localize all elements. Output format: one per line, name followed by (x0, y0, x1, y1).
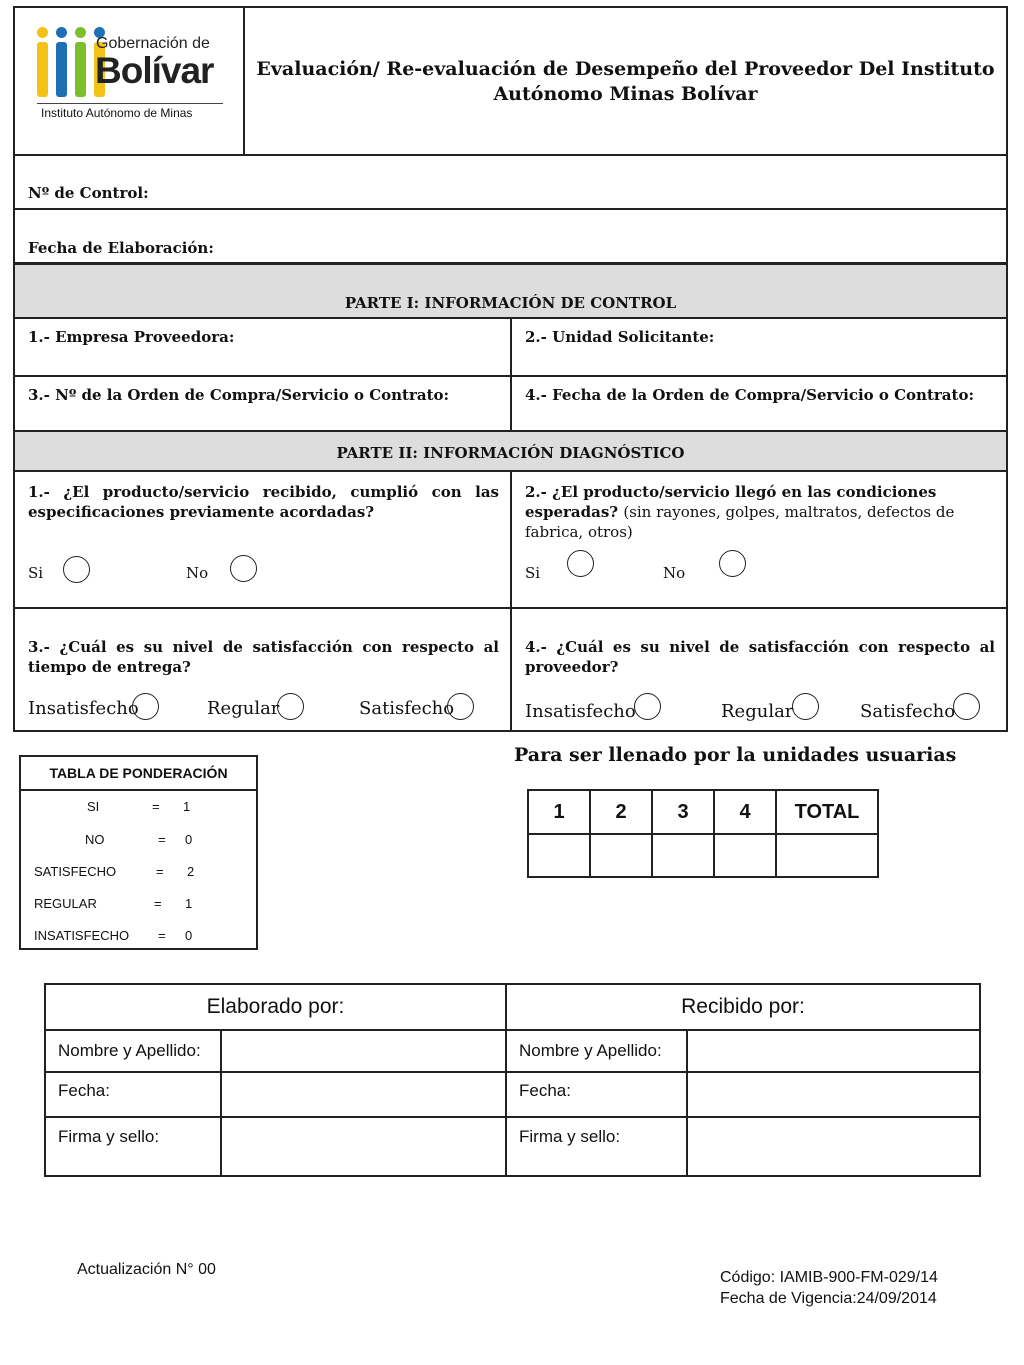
logo-line2: Bolívar (95, 50, 214, 91)
usuarias-title: Para ser llenado por la unidades usuarias (514, 744, 957, 766)
footer-codigo: Código: IAMIB-900-FM-029/14 (720, 1269, 938, 1286)
elaborado-nombre-label: Nombre y Apellido: (45, 1030, 221, 1072)
score-header-3: 3 (652, 790, 714, 834)
ponderacion-row (21, 896, 256, 916)
q1-no-label: No (186, 564, 209, 582)
parte1-field-4[interactable] (510, 375, 1008, 432)
control-fecha-row[interactable] (13, 208, 1008, 264)
q4-regular-radio[interactable] (792, 693, 819, 720)
score-header-4: 4 (714, 790, 776, 834)
elaborado-nombre-field[interactable] (221, 1030, 506, 1072)
score-cell-2[interactable] (590, 834, 652, 877)
score-header-1: 1 (528, 790, 590, 834)
ponderacion-key: SATISFECHO (34, 864, 117, 879)
q4-regular-label: Regular (721, 701, 794, 722)
q2-si-radio[interactable] (567, 550, 594, 577)
recibido-firma-field[interactable] (687, 1117, 980, 1176)
ponderacion-row (21, 799, 256, 819)
recibido-nombre-field[interactable] (687, 1030, 980, 1072)
score-table (527, 789, 879, 878)
recibido-fecha-label: Fecha: (506, 1072, 687, 1117)
title-line1: Evaluación/ Re-evaluación de Desempeño del Proveedor Del Instituto (256, 58, 995, 80)
question-2-cell (510, 470, 1008, 609)
parte1-header (13, 263, 1008, 319)
ponderacion-value: 1 (183, 799, 191, 814)
question-1-text: 1.- ¿El producto/servicio recibido, cumplió con las especificaciones previamente acordadas? (28, 483, 499, 521)
ponderacion-eq: = (154, 896, 162, 911)
ponderacion-eq: = (158, 832, 166, 847)
control-numero-label: Nº de Control: (28, 184, 149, 202)
q1-si-label: Si (28, 564, 44, 582)
ponderacion-row (21, 928, 256, 948)
elaborado-fecha-field[interactable] (221, 1072, 506, 1117)
ponderacion-key: INSATISFECHO (34, 928, 130, 943)
question-1-cell (13, 470, 512, 609)
ponderacion-row (21, 864, 256, 884)
recibido-nombre-label: Nombre y Apellido: (506, 1030, 687, 1072)
recibido-firma-label: Firma y sello: (506, 1117, 687, 1176)
elaborado-fecha-label: Fecha: (45, 1072, 221, 1117)
q1-si-radio[interactable] (63, 556, 90, 583)
ponderacion-eq: = (152, 799, 160, 814)
empresa-proveedora-label: 1.- Empresa Proveedora: (28, 328, 235, 346)
ponderacion-eq: = (156, 864, 164, 879)
control-numero-row[interactable] (13, 154, 1008, 210)
ponderacion-value: 0 (185, 832, 193, 847)
score-cell-4[interactable] (714, 834, 776, 877)
signature-table (44, 983, 981, 1177)
footer-vigencia: Fecha de Vigencia:24/09/2014 (720, 1290, 937, 1307)
ponderacion-key: SI (87, 799, 100, 814)
q2-no-label: No (663, 564, 686, 582)
logo (35, 20, 235, 125)
page-title (248, 57, 1003, 107)
orden-compra-label: 3.- Nº de la Orden de Compra/Servicio o Contrato: (28, 386, 450, 404)
q3-insatisfecho-radio[interactable] (132, 693, 159, 720)
elaborado-firma-field[interactable] (221, 1117, 506, 1176)
ponderacion-value: 2 (187, 864, 195, 879)
elaborado-header (45, 984, 506, 1030)
score-cell-total[interactable] (776, 834, 878, 877)
q1-no-radio[interactable] (230, 555, 257, 582)
question-4-cell (510, 607, 1008, 732)
question-2-bold: 2.- ¿El producto/servicio llegó en las condiciones esperadas? (525, 483, 937, 521)
parte2-header (13, 430, 1008, 472)
score-cell-3[interactable] (652, 834, 714, 877)
score-header-total: TOTAL (776, 790, 878, 834)
ponderacion-value: 1 (185, 896, 193, 911)
parte1-field-1[interactable] (13, 317, 512, 377)
ponderacion-divider (21, 789, 256, 791)
logo-subtitle: Instituto Autónomo de Minas (41, 106, 193, 120)
ponderacion-row (21, 832, 256, 852)
ponderacion-key: NO (85, 832, 105, 847)
q2-no-radio[interactable] (719, 550, 746, 577)
q3-regular-radio[interactable] (277, 693, 304, 720)
parte2-title: PARTE II: INFORMACIÓN DIAGNÓSTICO (336, 444, 685, 462)
question-2-text (525, 482, 995, 542)
q4-satisfecho-radio[interactable] (953, 693, 980, 720)
question-3-cell (13, 607, 512, 732)
parte1-field-3[interactable] (13, 375, 512, 432)
question-4-text: 4.- ¿Cuál es su nivel de satisfacción con respecto al proveedor? (525, 638, 995, 676)
header-divider (243, 6, 245, 156)
question-2-note: (sin rayones, golpes, maltratos, defectos de fabrica, otros) (525, 503, 955, 541)
fecha-orden-label: 4.- Fecha de la Orden de Compra/Servicio o Contrato: (525, 386, 974, 404)
parte1-field-2[interactable] (510, 317, 1008, 377)
control-fecha-label: Fecha de Elaboración: (28, 239, 214, 257)
q3-insatisfecho-label: Insatisfecho (28, 698, 139, 719)
score-cell-1[interactable] (528, 834, 590, 877)
ponderacion-title: TABLA DE PONDERACIÓN (49, 765, 228, 781)
recibido-header (506, 984, 980, 1030)
q3-satisfecho-label: Satisfecho (359, 698, 455, 719)
elaborado-label: Elaborado por: (206, 995, 345, 1018)
logo-underline (37, 103, 223, 104)
unidad-solicitante-label: 2.- Unidad Solicitante: (525, 328, 715, 346)
q3-satisfecho-radio[interactable] (447, 693, 474, 720)
logo-line1: Gobernación de (96, 35, 210, 52)
question-3-text: 3.- ¿Cuál es su nivel de satisfacción con respecto al tiempo de entrega? (28, 638, 499, 676)
q2-si-label: Si (525, 564, 541, 582)
ponderacion-table (19, 755, 258, 950)
q4-satisfecho-label: Satisfecho (860, 701, 956, 722)
q3-regular-label: Regular (207, 698, 280, 719)
recibido-fecha-field[interactable] (687, 1072, 980, 1117)
recibido-label: Recibido por: (681, 995, 805, 1018)
ponderacion-key: REGULAR (34, 896, 97, 911)
score-header-2: 2 (590, 790, 652, 834)
footer-actualizacion: Actualización N° 00 (77, 1261, 216, 1278)
q4-insatisfecho-label: Insatisfecho (525, 701, 636, 722)
ponderacion-value: 0 (185, 928, 193, 943)
q4-insatisfecho-radio[interactable] (634, 693, 661, 720)
elaborado-firma-label: Firma y sello: (45, 1117, 221, 1176)
title-line2: Autónomo Minas Bolívar (493, 83, 758, 105)
ponderacion-eq: = (158, 928, 166, 943)
parte1-title: PARTE I: INFORMACIÓN DE CONTROL (344, 294, 677, 312)
